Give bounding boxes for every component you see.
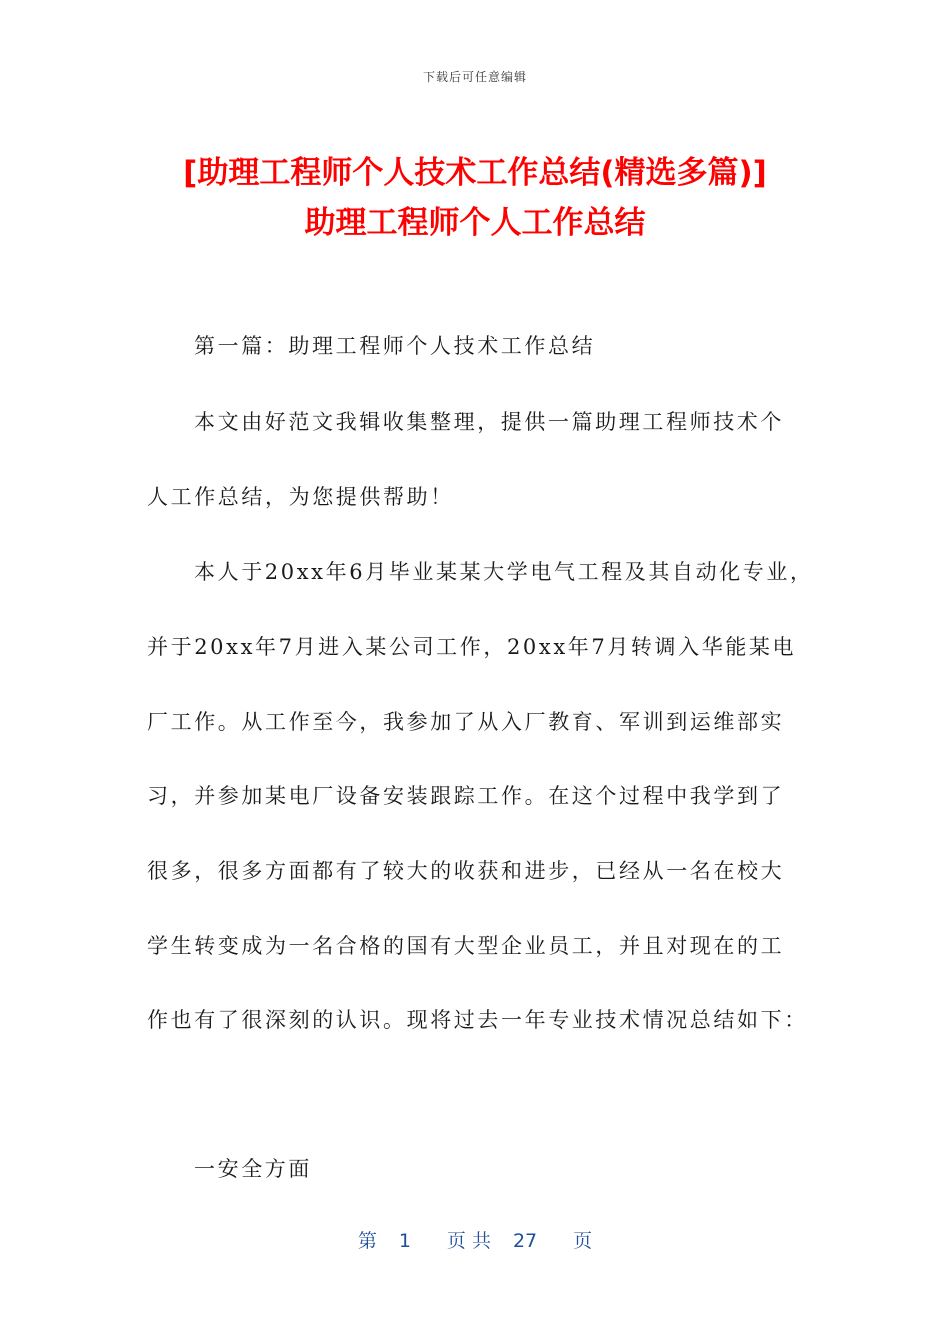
footer-total-pages: 27 bbox=[512, 1230, 538, 1252]
paragraph-line-7: 作也有了很深刻的认识。现将过去一年专业技术情况总结如下： bbox=[147, 1008, 808, 1032]
document-title-line1: [助理工程师个人技术工作总结(精选多篇)] bbox=[183, 155, 767, 191]
page-footer bbox=[0, 1226, 950, 1253]
paragraph-line-3: 厂工作。从工作至今，我参加了从入厂教育、军训到运维部实 bbox=[147, 710, 785, 734]
intro-line-1: 本文由好范文我辑收集整理，提供一篇助理工程师技术个 bbox=[194, 410, 784, 434]
paragraph-line-6: 学生转变成为一名合格的国有大型企业员工，并且对现在的工 bbox=[147, 934, 785, 958]
document-title-line2: 助理工程师个人工作总结 bbox=[304, 205, 646, 241]
footer-current-page: 1 bbox=[398, 1230, 411, 1252]
footer-label-page: 第 bbox=[357, 1230, 377, 1252]
header-note: 下载后可任意编辑 bbox=[422, 70, 527, 84]
paragraph-line-5: 很多，很多方面都有了较大的收获和进步，已经从一名在校大 bbox=[147, 859, 785, 883]
intro-line-2: 人工作总结，为您提供帮助！ bbox=[147, 485, 454, 509]
paragraph-line-2: 并于20xx年7月进入某公司工作，20xx年7月转调入华能某电 bbox=[147, 635, 797, 659]
paragraph-line-4: 习，并参加某电厂设备安装跟踪工作。在这个过程中我学到了 bbox=[147, 784, 785, 808]
footer-label-of: 页 共 bbox=[446, 1230, 491, 1252]
paragraph-line-1: 本人于20xx年6月毕业某某大学电气工程及其自动化专业， bbox=[194, 560, 814, 584]
subheading-safety: 一安全方面 bbox=[194, 1157, 312, 1181]
footer-label-pages: 页 bbox=[573, 1230, 593, 1252]
section-heading: 第一篇：助理工程师个人技术工作总结 bbox=[194, 334, 596, 358]
